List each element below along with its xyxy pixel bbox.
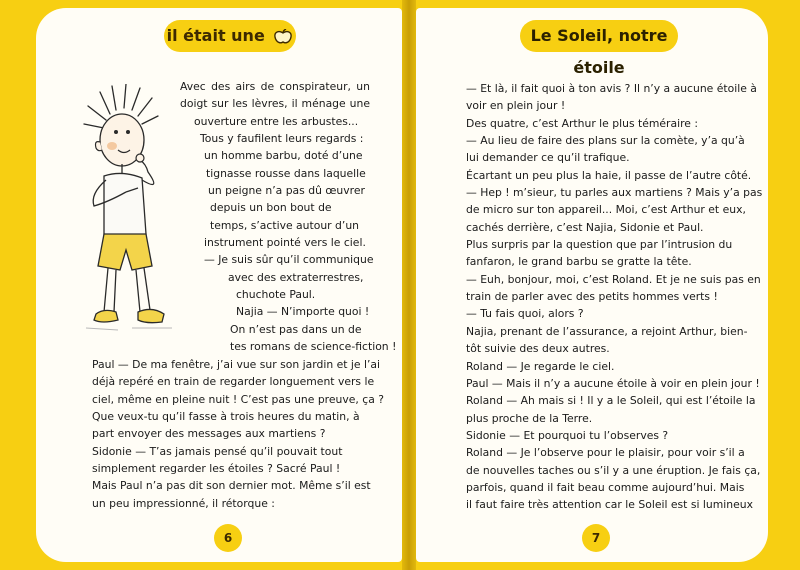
text-line: voir en plein jour ! (466, 99, 566, 113)
text-line: tôt suivie des deux autres. (466, 342, 610, 356)
text-line: Roland — Ah mais si ! Il y a le Soleil, qui est l’étoile la (466, 394, 756, 408)
text-line: depuis un bon bout de (210, 201, 332, 215)
text-line: tignasse rousse dans laquelle (206, 166, 366, 180)
text-line: Sidonie — Et pourquoi tu l’observes ? (466, 428, 669, 442)
text-line: de nouvelles taches ou s’il y a une éruption. Je fais ça, (466, 463, 761, 477)
left-header-badge (164, 20, 296, 52)
text-line: — Au lieu de faire des plans sur la comète, y’a qu’à (466, 134, 745, 148)
text-line: déjà repéré en train de regarder longuement vers le (92, 375, 375, 389)
text-line: lui demander ce qu’il trafique. (466, 151, 630, 165)
boy-illustration (82, 84, 196, 334)
text-line: Najia, prenant de l’assurance, a rejoint Arthur, bien- (466, 324, 748, 338)
text-line: — Euh, bonjour, moi, c’est Roland. Et je ne suis pas en (466, 272, 761, 286)
page-number-right: 7 (582, 524, 610, 552)
text-line: cachés derrière, c’est Najia, Sidonie et Paul. (466, 220, 704, 234)
text-line: Roland — Je regarde le ciel. (466, 359, 615, 373)
left-header-title: il était une (166, 26, 265, 45)
text-line: Que veux-tu qu’il fasse à trois heures du matin, à (92, 410, 360, 424)
text-line: tes romans de science-fiction ! (230, 340, 397, 354)
text-line: ouverture entre les arbustes... (194, 114, 359, 128)
left-page-text-top (180, 78, 397, 356)
text-line: train de parler avec des petits hommes verts ! (466, 290, 718, 304)
page-number-left: 6 (214, 524, 242, 552)
text-line: Paul — Mais il n’y a aucune étoile à voir en plein jour ! (466, 376, 760, 390)
text-line: il faut faire très attention car le Soleil est si lumineux (466, 498, 753, 512)
right-page-text (466, 80, 762, 514)
book-gutter (402, 0, 416, 570)
text-line: — Je suis sûr qu’il communique (204, 253, 374, 267)
text-line: Sidonie — T’as jamais pensé qu’il pouvait tout (92, 444, 343, 458)
text-line: Mais Paul n’a pas dit son dernier mot. Même s’il est (92, 479, 371, 493)
text-line: fanfaron, le grand barbu se gratte la tête. (466, 255, 692, 269)
text-line: — Tu fais quoi, alors ? (466, 307, 584, 321)
text-line: simplement regarder les étoiles ? Sacré Paul ! (92, 462, 341, 476)
apple-icon (273, 29, 293, 45)
text-line: — Et là, il fait quoi à ton avis ? Il n’y a aucune étoile à (466, 82, 757, 95)
text-line: Paul — De ma fenêtre, j’ai vue sur son jardin et je l’ai (92, 358, 381, 371)
text-line: parfois, quand il fait beau comme aujourd’hui. Mais (466, 480, 745, 494)
text-line: Avec des airs de conspirateur, un (180, 80, 370, 93)
text-line: de micro sur ton appareil... Moi, c’est Arthur et eux, (466, 203, 746, 217)
right-header-badge (520, 20, 678, 77)
text-line: un peigne n’a pas dû œuvrer (208, 184, 365, 198)
text-line: Roland — Je l’observe pour le plaisir, pour voir s’il a (466, 446, 745, 460)
text-line: instrument pointé vers le ciel. (204, 236, 366, 250)
right-header-title: Le Soleil, notre étoile (530, 26, 668, 77)
text-line: On n’est pas dans un de (230, 322, 362, 336)
text-line: Plus surpris par la question que par l’intrusion du (466, 238, 733, 252)
text-line: avec des extraterrestres, (228, 270, 364, 284)
text-line: Tous y faufilent leurs regards : (200, 132, 364, 146)
text-line: part envoyer des messages aux martiens ? (92, 427, 326, 441)
text-line: plus proche de la Terre. (466, 411, 593, 425)
text-line: Des quatre, c’est Arthur le plus téméraire : (466, 116, 699, 130)
text-line: temps, s’active autour d’un (210, 218, 360, 232)
text-line: doigt sur les lèvres, il ménage une (180, 97, 370, 111)
text-line: — Hep ! m’sieur, tu parles aux martiens ? Mais y’a pas (466, 186, 763, 200)
text-line: chuchote Paul. (236, 288, 316, 302)
text-line: Écartant un peu plus la haie, il passe de l’autre côté. (466, 168, 752, 182)
text-line: un homme barbu, doté d’une (204, 149, 363, 163)
left-page-text-bottom (92, 356, 384, 512)
text-line: ciel, même en pleine nuit ! C’est pas une preuve, ça ? (92, 392, 384, 406)
text-line: un peu impressionné, il rétorque : (92, 496, 275, 510)
text-line: Najia — N’importe quoi ! (236, 305, 370, 319)
